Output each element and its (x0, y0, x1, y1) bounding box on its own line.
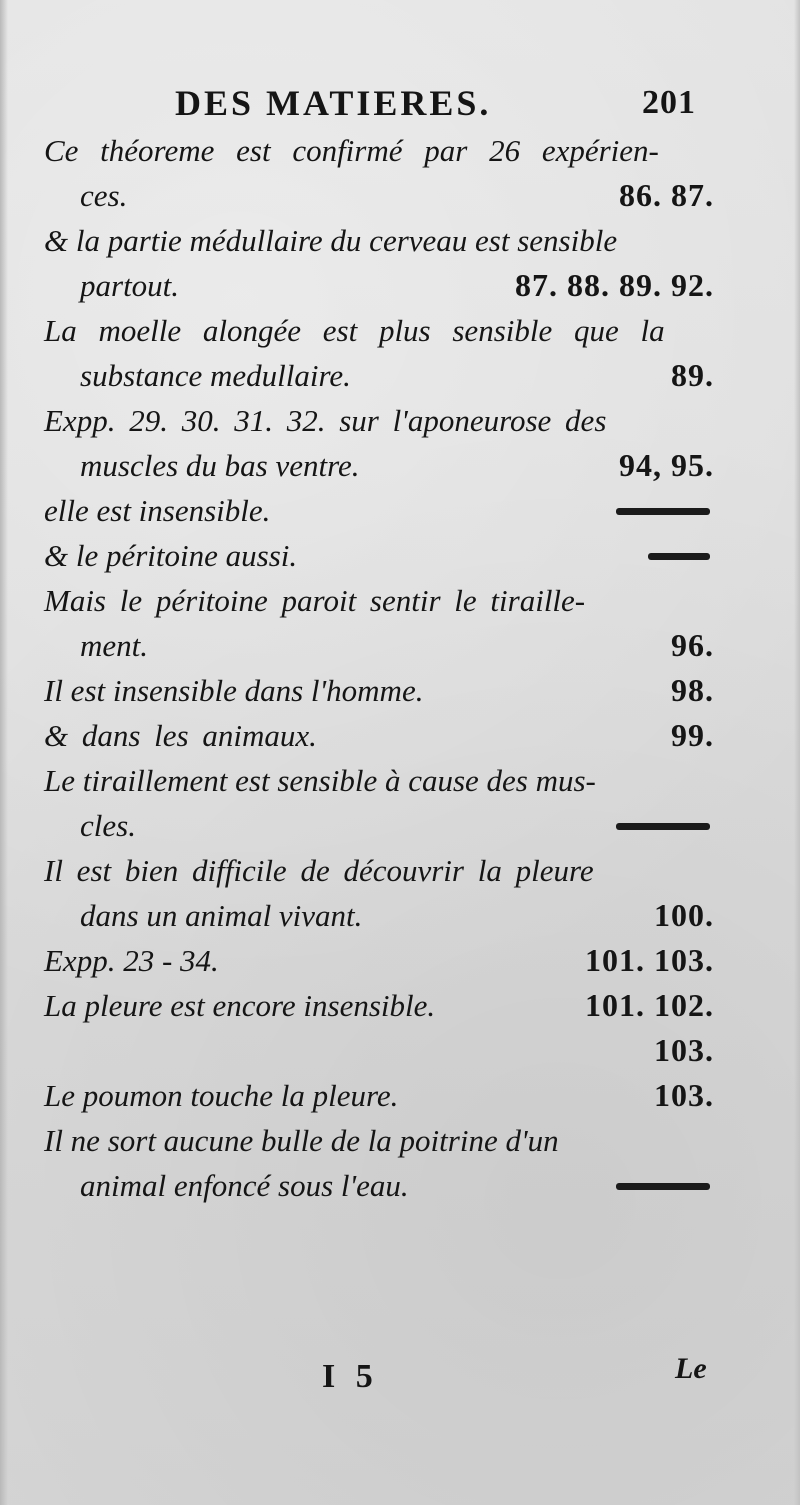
entry-line: Expp. 29. 30. 31. 32. sur l'aponeurose des (44, 403, 607, 438)
entry-line: Il ne sort aucune bulle de la poitrine d'un (44, 1123, 559, 1158)
index-entry (44, 398, 714, 488)
running-head (0, 80, 800, 124)
index-entry (44, 668, 714, 713)
entry-line (44, 1163, 714, 1208)
ditto-rule (616, 823, 710, 830)
entry-line-text: cles. (80, 808, 136, 843)
entry-line (44, 1028, 714, 1073)
page-reference: 98. (671, 672, 714, 708)
ditto-rule (616, 1183, 710, 1190)
entry-line (44, 263, 714, 308)
index-entries (44, 128, 714, 1208)
page-edge-left (0, 0, 8, 1505)
entry-line-text: muscles du bas ventre. (80, 448, 360, 483)
index-entry (44, 758, 714, 848)
page-reference: 103. (654, 1077, 714, 1113)
entry-line (44, 353, 714, 398)
page-reference: 89. (671, 357, 714, 393)
index-entry (44, 1073, 714, 1118)
page-reference: 103. (654, 1032, 714, 1068)
ditto-rule (648, 553, 710, 560)
page-number: 201 (642, 84, 696, 121)
entry-line (44, 938, 714, 983)
entry-line (44, 713, 714, 758)
index-entry (44, 218, 714, 308)
index-entry (44, 308, 714, 398)
index-entry (44, 128, 714, 218)
entry-line: La moelle alongée est plus sensible que la (44, 313, 665, 348)
entry-line (44, 173, 714, 218)
entry-line (44, 1073, 714, 1118)
entry-line-text: La pleure est encore insensible. (44, 988, 436, 1023)
index-entry (44, 983, 714, 1073)
index-entry (44, 578, 714, 668)
page-reference: 96. (671, 627, 714, 663)
entry-line: Il est bien difficile de découvrir la pleure (44, 853, 594, 888)
page-reference: 101. 102. (585, 987, 714, 1023)
entry-line-text: Expp. 23 - 34. (44, 943, 219, 978)
entry-line (44, 623, 714, 668)
entry-line (44, 803, 714, 848)
entry-line-text: & le péritoine aussi. (44, 538, 298, 573)
entry-line-text: & dans les animaux. (44, 718, 317, 753)
entry-line-text: substance medullaire. (80, 358, 351, 393)
entry-line-text: partout. (80, 268, 180, 303)
page-reference: 86. 87. (619, 177, 714, 213)
index-entry (44, 488, 714, 533)
entry-line-text: animal enfoncé sous l'eau. (80, 1168, 409, 1203)
entry-line: & la partie médullaire du cerveau est sensible (44, 223, 618, 258)
index-entry (44, 533, 714, 578)
entry-line: Mais le péritoine paroit sentir le tiraille- (44, 583, 586, 618)
page-reference: 99. (671, 717, 714, 753)
index-entry (44, 713, 714, 758)
entry-line (44, 533, 714, 578)
entry-line: Le tiraillement est sensible à cause des mus- (44, 763, 596, 798)
entry-line (44, 443, 714, 488)
entry-line-text: ces. (80, 178, 128, 213)
entry-line-text: Il est insensible dans l'homme. (44, 673, 424, 708)
page-reference: 100. (654, 897, 714, 933)
index-entry (44, 848, 714, 938)
signature-mark: I 5 (322, 1358, 379, 1395)
entry-line-text: Le poumon touche la pleure. (44, 1078, 399, 1113)
page-reference: 94, 95. (619, 447, 714, 483)
running-head-title: DES MATIERES. (175, 83, 492, 123)
catchword: Le (675, 1352, 707, 1385)
index-entry (44, 938, 714, 983)
entry-line (44, 893, 714, 938)
page-edge-right (794, 0, 800, 1505)
page-reference: 101. 103. (585, 942, 714, 978)
entry-line (44, 668, 714, 713)
entry-line (44, 488, 714, 533)
entry-line: Ce théoreme est confirmé par 26 expérien- (44, 133, 659, 168)
ditto-rule (616, 508, 710, 515)
entry-line (44, 983, 714, 1028)
page-reference: 87. 88. 89. 92. (515, 267, 714, 303)
entry-line-text: dans un animal vivant. (80, 898, 363, 933)
entry-line-text: elle est insensible. (44, 493, 271, 528)
entry-line-text: ment. (80, 628, 149, 663)
index-entry (44, 1118, 714, 1208)
